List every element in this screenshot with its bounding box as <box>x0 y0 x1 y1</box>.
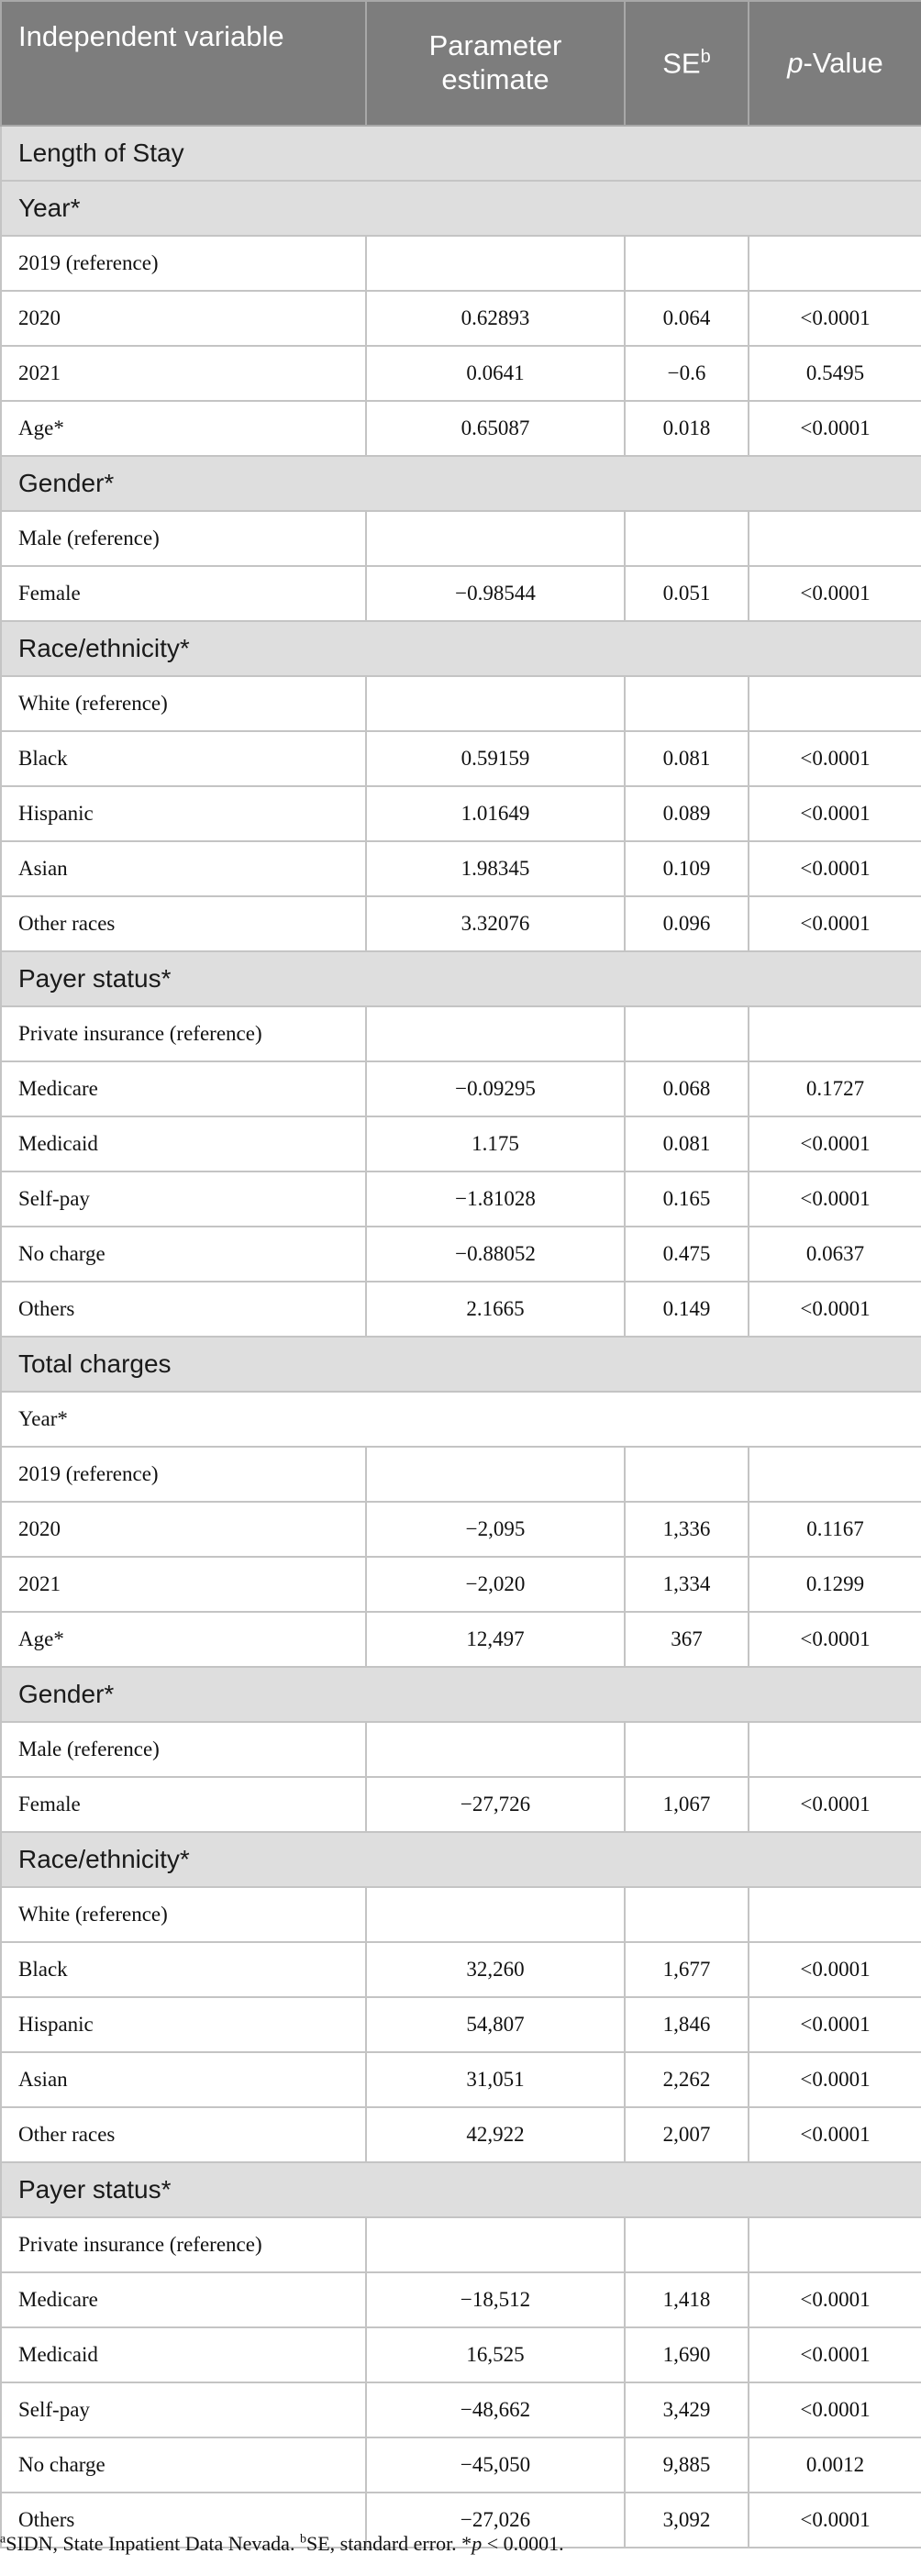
section-header-row <box>1 181 921 236</box>
section-header-row <box>1 1337 921 1392</box>
variable-cell: Age* <box>1 401 366 456</box>
section-label: Gender* <box>1 456 921 511</box>
p-value-cell <box>749 236 921 291</box>
p-value-cell: <0.0001 <box>749 291 921 346</box>
p-value-cell: <0.0001 <box>749 1282 921 1337</box>
variable-cell: Other races <box>1 2107 366 2162</box>
table-footnote <box>0 2532 564 2556</box>
variable-cell: Medicaid <box>1 1116 366 1171</box>
se-cell: 1,418 <box>625 2272 749 2327</box>
p-value-cell: <0.0001 <box>749 2493 921 2548</box>
estimate-cell: 42,922 <box>366 2107 625 2162</box>
table-row <box>1 2272 921 2327</box>
table-row <box>1 1557 921 1612</box>
table-row <box>1 1722 921 1777</box>
section-label: Year* <box>1 181 921 236</box>
se-cell <box>625 511 749 566</box>
section-label: Total charges <box>1 1337 921 1392</box>
section-header-row <box>1 126 921 181</box>
table-row <box>1 841 921 896</box>
footnote-p-rest: < 0.0001. <box>482 2532 564 2555</box>
estimate-cell: 1.175 <box>366 1116 625 1171</box>
se-cell: 0.096 <box>625 896 749 951</box>
section-header-row <box>1 2162 921 2217</box>
variable-cell: Asian <box>1 2052 366 2107</box>
table-row <box>1 676 921 731</box>
variable-cell: Self-pay <box>1 2382 366 2437</box>
variable-cell: White (reference) <box>1 1887 366 1942</box>
se-cell <box>625 1006 749 1061</box>
p-value-cell: <0.0001 <box>749 401 921 456</box>
estimate-cell <box>366 2217 625 2272</box>
se-cell: 0.475 <box>625 1227 749 1282</box>
section-label: Length of Stay <box>1 126 921 181</box>
p-value-cell <box>749 1887 921 1942</box>
table-row <box>1 2052 921 2107</box>
header-parameter-estimate: Parameter estimate <box>366 1 625 126</box>
se-cell: 0.089 <box>625 786 749 841</box>
se-cell: 2,262 <box>625 2052 749 2107</box>
variable-cell: Female <box>1 566 366 621</box>
estimate-cell: 12,497 <box>366 1612 625 1667</box>
p-value-cell: 0.1299 <box>749 1557 921 1612</box>
table-row <box>1 1612 921 1667</box>
p-value-cell: <0.0001 <box>749 2272 921 2327</box>
table-row <box>1 1061 921 1116</box>
se-cell: 9,885 <box>625 2437 749 2493</box>
p-value-cell <box>749 511 921 566</box>
table-row <box>1 1171 921 1227</box>
header-se-superscript: b <box>700 46 711 67</box>
table-row <box>1 236 921 291</box>
p-value-cell: <0.0001 <box>749 731 921 786</box>
section-label: Payer status* <box>1 951 921 1006</box>
table-row <box>1 291 921 346</box>
estimate-cell: 31,051 <box>366 2052 625 2107</box>
table-row <box>1 511 921 566</box>
variable-cell: Black <box>1 1942 366 1997</box>
se-cell: 1,677 <box>625 1942 749 1997</box>
section-header-row <box>1 951 921 1006</box>
table-row <box>1 346 921 401</box>
p-value-cell: 0.0637 <box>749 1227 921 1282</box>
se-cell <box>625 1722 749 1777</box>
table-row <box>1 1006 921 1061</box>
se-cell: 1,336 <box>625 1502 749 1557</box>
p-value-cell: 0.0012 <box>749 2437 921 2493</box>
variable-cell: Black <box>1 731 366 786</box>
table-row <box>1 1942 921 1997</box>
se-cell: −0.6 <box>625 346 749 401</box>
section-header-row <box>1 1832 921 1887</box>
estimate-cell <box>366 511 625 566</box>
se-cell: 0.051 <box>625 566 749 621</box>
p-value-cell: <0.0001 <box>749 566 921 621</box>
se-cell: 0.064 <box>625 291 749 346</box>
se-cell: 0.149 <box>625 1282 749 1337</box>
se-cell <box>625 676 749 731</box>
p-value-cell: 0.5495 <box>749 346 921 401</box>
p-value-cell: <0.0001 <box>749 1171 921 1227</box>
se-cell <box>625 2217 749 2272</box>
p-value-cell <box>749 1006 921 1061</box>
variable-cell: 2019 (reference) <box>1 1447 366 1502</box>
se-cell <box>625 1447 749 1502</box>
variable-cell: Medicare <box>1 2272 366 2327</box>
se-cell: 1,846 <box>625 1997 749 2052</box>
p-value-cell <box>749 1447 921 1502</box>
estimate-cell <box>366 1006 625 1061</box>
footnote-b-mark: b <box>299 2532 306 2547</box>
se-cell: 3,092 <box>625 2493 749 2548</box>
se-cell <box>625 236 749 291</box>
header-p-value <box>749 1 921 126</box>
variable-cell: Female <box>1 1777 366 1832</box>
se-cell: 1,067 <box>625 1777 749 1832</box>
p-value-cell: <0.0001 <box>749 896 921 951</box>
estimate-cell: 2.1665 <box>366 1282 625 1337</box>
variable-cell: Others <box>1 1282 366 1337</box>
table-body <box>1 126 921 2548</box>
se-cell: 0.165 <box>625 1171 749 1227</box>
estimate-cell: 1.98345 <box>366 841 625 896</box>
variable-cell: Male (reference) <box>1 511 366 566</box>
estimate-cell: 32,260 <box>366 1942 625 1997</box>
se-cell: 0.109 <box>625 841 749 896</box>
table-row <box>1 786 921 841</box>
section-label: Race/ethnicity* <box>1 1832 921 1887</box>
se-cell: 2,007 <box>625 2107 749 2162</box>
table-row <box>1 2437 921 2493</box>
variable-cell: Hispanic <box>1 1997 366 2052</box>
header-independent-variable: Independent variable <box>1 1 366 126</box>
p-value-cell: 0.1167 <box>749 1502 921 1557</box>
p-value-cell <box>749 1722 921 1777</box>
p-value-cell: <0.0001 <box>749 1997 921 2052</box>
header-p-italic: p <box>787 46 804 79</box>
variable-cell: Other races <box>1 896 366 951</box>
variable-cell: White (reference) <box>1 676 366 731</box>
estimate-cell: −48,662 <box>366 2382 625 2437</box>
footnote-p-italic: p <box>472 2532 483 2555</box>
header-se <box>625 1 749 126</box>
subgroup-row <box>1 1392 921 1447</box>
se-cell: 1,690 <box>625 2327 749 2382</box>
p-value-cell: 0.1727 <box>749 1061 921 1116</box>
variable-cell: Private insurance (reference) <box>1 1006 366 1061</box>
variable-cell: Age* <box>1 1612 366 1667</box>
table-row <box>1 401 921 456</box>
variable-cell: 2021 <box>1 346 366 401</box>
variable-cell: 2020 <box>1 291 366 346</box>
p-value-cell: <0.0001 <box>749 841 921 896</box>
subgroup-label: Year* <box>1 1392 921 1447</box>
table-row <box>1 2107 921 2162</box>
variable-cell: 2020 <box>1 1502 366 1557</box>
estimate-cell: 0.65087 <box>366 401 625 456</box>
estimate-cell: −2,020 <box>366 1557 625 1612</box>
estimate-cell <box>366 236 625 291</box>
p-value-cell: <0.0001 <box>749 1612 921 1667</box>
table-row <box>1 1887 921 1942</box>
table-row <box>1 1282 921 1337</box>
estimate-cell: 1.01649 <box>366 786 625 841</box>
section-label: Gender* <box>1 1667 921 1722</box>
table-row <box>1 1777 921 1832</box>
table-row <box>1 2382 921 2437</box>
footnote-a-text: SIDN, State Inpatient Data Nevada. <box>6 2532 300 2555</box>
p-value-cell: <0.0001 <box>749 2382 921 2437</box>
estimate-cell: −27,726 <box>366 1777 625 1832</box>
variable-cell: Male (reference) <box>1 1722 366 1777</box>
estimate-cell: 0.0641 <box>366 346 625 401</box>
variable-cell: No charge <box>1 2437 366 2493</box>
variable-cell: No charge <box>1 1227 366 1282</box>
estimate-cell: 16,525 <box>366 2327 625 2382</box>
p-value-cell: <0.0001 <box>749 2052 921 2107</box>
se-cell: 0.018 <box>625 401 749 456</box>
estimate-cell: 3.32076 <box>366 896 625 951</box>
variable-cell: Medicare <box>1 1061 366 1116</box>
variable-cell: 2021 <box>1 1557 366 1612</box>
header-p-rest: -Value <box>803 46 883 79</box>
table-row <box>1 2327 921 2382</box>
estimate-cell: −0.09295 <box>366 1061 625 1116</box>
section-label: Race/ethnicity* <box>1 621 921 676</box>
table-row <box>1 566 921 621</box>
variable-cell: Asian <box>1 841 366 896</box>
table-row <box>1 731 921 786</box>
estimate-cell <box>366 1722 625 1777</box>
estimate-cell: −2,095 <box>366 1502 625 1557</box>
footnote-a-mark: a <box>0 2532 6 2547</box>
estimate-cell: 54,807 <box>366 1997 625 2052</box>
table-row <box>1 1997 921 2052</box>
section-header-row <box>1 1667 921 1722</box>
se-cell: 367 <box>625 1612 749 1667</box>
se-cell: 1,334 <box>625 1557 749 1612</box>
se-cell <box>625 1887 749 1942</box>
variable-cell: Self-pay <box>1 1171 366 1227</box>
variable-cell: Others <box>1 2493 366 2548</box>
table-row <box>1 1116 921 1171</box>
variable-cell: Hispanic <box>1 786 366 841</box>
estimate-cell <box>366 676 625 731</box>
p-value-cell: <0.0001 <box>749 1116 921 1171</box>
section-header-row <box>1 621 921 676</box>
se-cell: 0.081 <box>625 1116 749 1171</box>
estimate-cell <box>366 1447 625 1502</box>
estimate-cell: 0.62893 <box>366 291 625 346</box>
se-cell: 3,429 <box>625 2382 749 2437</box>
table-row <box>1 1502 921 1557</box>
estimate-cell <box>366 1887 625 1942</box>
table-row <box>1 896 921 951</box>
estimate-cell: −27,026 <box>366 2493 625 2548</box>
estimate-cell: −1.81028 <box>366 1171 625 1227</box>
p-value-cell <box>749 2217 921 2272</box>
header-se-label: SE <box>662 46 701 79</box>
variable-cell: 2019 (reference) <box>1 236 366 291</box>
p-value-cell: <0.0001 <box>749 2327 921 2382</box>
table-row <box>1 2217 921 2272</box>
table-row <box>1 1227 921 1282</box>
section-header-row <box>1 456 921 511</box>
variable-cell: Private insurance (reference) <box>1 2217 366 2272</box>
p-value-cell: <0.0001 <box>749 1777 921 1832</box>
estimate-cell: −0.98544 <box>366 566 625 621</box>
estimate-cell: −18,512 <box>366 2272 625 2327</box>
header-row <box>1 1 921 126</box>
estimate-cell: 0.59159 <box>366 731 625 786</box>
p-value-cell: <0.0001 <box>749 786 921 841</box>
p-value-cell: <0.0001 <box>749 2107 921 2162</box>
table-row <box>1 1447 921 1502</box>
se-cell: 0.068 <box>625 1061 749 1116</box>
p-value-cell <box>749 676 921 731</box>
estimate-cell: −45,050 <box>366 2437 625 2493</box>
footnote-b-text: SE, standard error. * <box>305 2532 472 2555</box>
variable-cell: Medicaid <box>1 2327 366 2382</box>
p-value-cell: <0.0001 <box>749 1942 921 1997</box>
section-label: Payer status* <box>1 2162 921 2217</box>
se-cell: 0.081 <box>625 731 749 786</box>
estimate-cell: −0.88052 <box>366 1227 625 1282</box>
